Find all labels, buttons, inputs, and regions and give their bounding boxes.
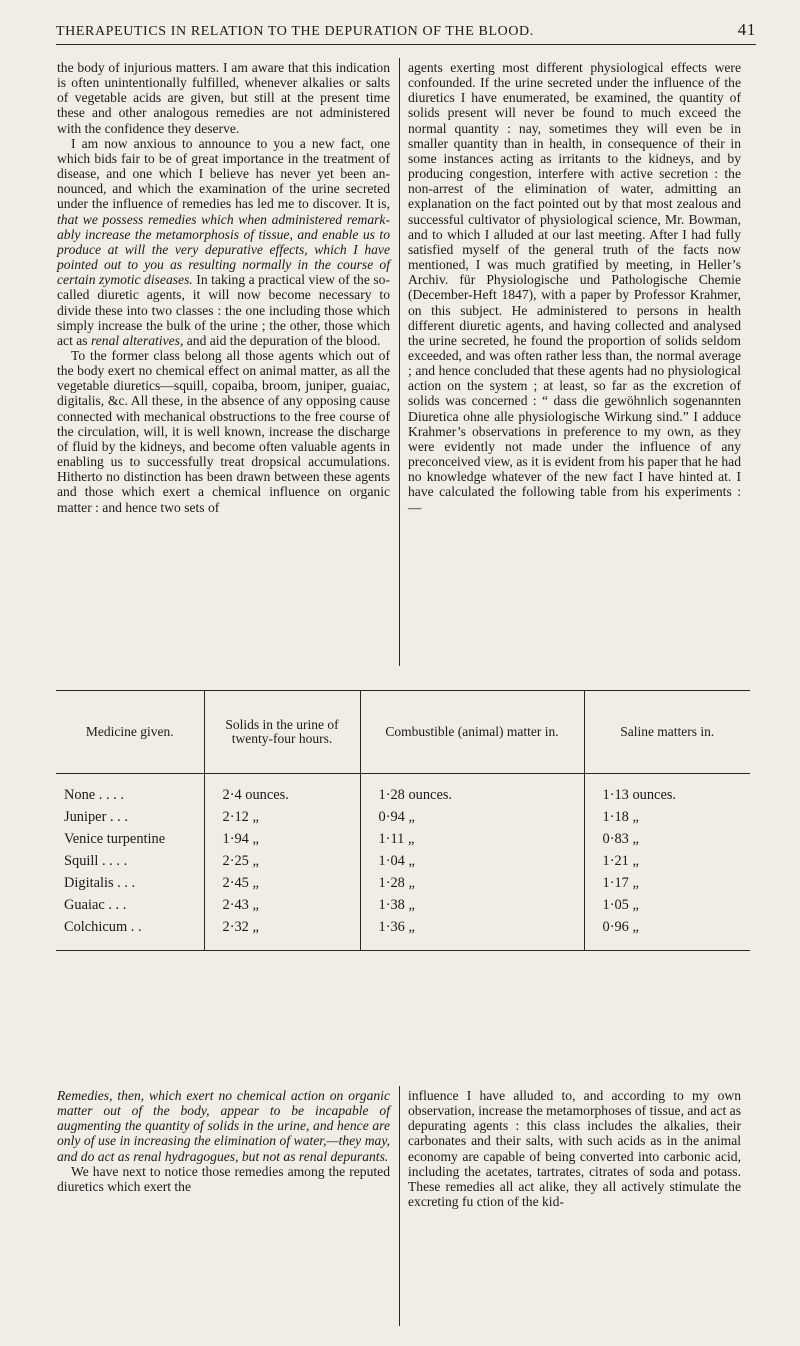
paragraph	[57, 136, 390, 348]
right-column-top	[408, 60, 741, 515]
column-divider	[399, 1086, 400, 1326]
table-header-row	[56, 691, 750, 774]
text-run: In taking a practical view of the so-called diuretic agents, it will now become necessary to divide these into two classes : the one including those which simply increase the bulk of the urine ; the other, those which act as	[57, 272, 390, 348]
table-cell: Juniper . . .	[64, 809, 128, 825]
emphasis-run: Remedies, then, which exert no chemical action on organic matter out of the body, appear to be incapable of augmenting the quantity of solids in the urine, and hence are only of use in increasing the elimination of water,—they may, and do act as renal hydragogues, but not as renal depurants.	[57, 1088, 390, 1164]
table-cell: None . . . .	[64, 787, 124, 803]
table-cell: 2·45 „	[204, 872, 360, 894]
paragraph: We have next to notice those remedies among the reputed diuretics which exert the	[57, 1163, 390, 1194]
table-cell: 1·38 „	[360, 894, 584, 916]
table-cell: 0·94 „	[360, 806, 584, 828]
emphasis-run: renal alteratives,	[90, 332, 184, 348]
paragraph: To the former class belong all those agents which out of the body exert no chemical effect on animal matter, as all the vegetable diuretics—squill, copaiba, broom, juniper, guaiac, digitalis, &c. All these, in the absence of any opposing cause connected with mechanical obstructions to the free course of the circulation, will, it is well known, increase the discharge of fluid by the kidneys, and become often valuable agents in enabling us to successfully treat dropsical accumulations. Hitherto no distinction has been drawn between these agents and those which exert a chemical influence on organic matter : and hence two sets of	[57, 347, 390, 515]
column-header: Combustible (animal) matter in.	[360, 691, 584, 774]
table-cell: Squill . . . .	[64, 853, 128, 869]
right-column-bottom	[408, 1088, 741, 1209]
table-cell: 0·83 „	[584, 828, 750, 850]
table-cell: Venice turpentine	[64, 831, 166, 847]
table-cell: 1·36 „	[360, 916, 584, 951]
running-title: THERAPEUTICS IN RELATION TO THE DEPURATION OF THE BLOOD.	[56, 24, 534, 39]
paragraph: agents exerting most different physiological effects were confounded. If the urine secreted under the influence of the diuretics I have enumerated, be examined, the quantity of solids present will never be found to much exceed the normal quantity : nay, sometimes they will even be in smaller quantity than in health, in consequence of their in some instances acting as irritants to the kidneys, and by producing congestion, interfere with active secretion : the non-arrest of the elimination of water, admitting an explanation on the fact pointed out by that most zealous and successful cultivator of physiological science, Mr. Bowman, and to which I alluded at our last meeting. After I had fully satisfied myself of the general truth of the facts now mentioned, I was much gratified by meeting, in Heller’s Archiv. für Physiologische und Pathologische Chemie (December-Heft 1847), with a paper by Professor Krahmer, on this subject. He administered to persons in health different diuretic agents, and having collected and analysed the urine secreted, he found the proportion of solids seldom exceeded, and was often rather less than, the normal average ; and hence concluded that these agents had no physiological action on the system ; at least, so far as the excretion of solids was concerned : “ dass die gewöhnlich sogenannten Diuretica ohne alle physiologische Wirkung sind.” I adduce Krahmer’s observations in preference to my own, as they were evidently not made under the influence of any preconceived view, as it is evident from his paper that he had no knowledge whatever of the new fact I have hinted at. I have calculated the following table from his experiments : —	[408, 60, 741, 515]
table-row	[56, 850, 750, 872]
table-row	[56, 894, 750, 916]
table-row	[56, 828, 750, 850]
table-row	[56, 806, 750, 828]
column-header: Solids in the urine of twenty-four hours.	[204, 691, 360, 774]
table-cell: 1·11 „	[360, 828, 584, 850]
column-divider	[399, 58, 400, 666]
table-cell: 1·28 „	[360, 872, 584, 894]
table-cell: Digitalis . . .	[64, 875, 136, 891]
column-header: Saline matters in.	[584, 691, 750, 774]
text-run: and aid the depuration of the blood.	[183, 332, 381, 348]
table-cell: 1·94 „	[204, 828, 360, 850]
table-row	[56, 872, 750, 894]
table-cell: Colchicum . .	[56, 916, 204, 951]
header-rule	[56, 44, 756, 45]
table-cell: 1·13 ounces.	[584, 774, 750, 807]
page-number: 41	[737, 20, 756, 39]
paragraph	[57, 1088, 390, 1164]
table-cell: 1·21 „	[584, 850, 750, 872]
emphasis-run: that we possess remedies which when administered remarkably increase the metamorphosis of tissue, and enable us to produce at will the very depurative effects, which I have pointed out to you as resulting normally in the course of certain zymotic diseases.	[57, 211, 390, 288]
paragraph: influence I have alluded to, and according to my own observation, increase the metamorphoses of tissue, and act as depurating agents : this class includes the alkalies, their carbonates and their salts, with such acids as in the animal economy are capable of being converted into carbonic acid, including the acetates, tartrates, citrates of soda and potass. These remedies all act alike, they all actively stimulate the excreting fu ction of the kid-	[408, 1088, 741, 1210]
table-cell: 2·12 „	[204, 806, 360, 828]
left-column-bottom	[57, 1088, 390, 1194]
table-row	[56, 774, 750, 807]
table-cell: Guaiac . . .	[64, 897, 127, 913]
diuretics-table	[56, 690, 750, 951]
table-cell: 2·43 „	[204, 894, 360, 916]
table-cell: 0·96 „	[584, 916, 750, 951]
column-header: Medicine given.	[56, 691, 204, 774]
table-cell: 1·04 „	[360, 850, 584, 872]
table-cell: 2·4 ounces.	[204, 774, 360, 807]
table-row	[56, 916, 750, 951]
table-cell: 2·32 „	[204, 916, 360, 951]
table-cell: 1·18 „	[584, 806, 750, 828]
table-cell: 2·25 „	[204, 850, 360, 872]
text-run: I am now anxious to announce to you a new fact, one which bids fair to be of great importance in the treatment of disease, and one which I believe has never yet been announced, and which the examination of the urine secreted under the influence of remedies has led me to discover. It is,	[57, 135, 390, 212]
paragraph: the body of injurious matters. I am aware that this indication is often unintentionally fulfilled, whenever alkalies or salts of vegetable acids are given, but still at the present time these and other analogous remedies are not administered with the confidence they deserve.	[57, 60, 390, 136]
table-cell: 1·05 „	[584, 894, 750, 916]
left-column-top	[57, 60, 390, 515]
table-cell: 1·17 „	[584, 872, 750, 894]
table-cell: 1·28 ounces.	[360, 774, 584, 807]
running-header	[56, 20, 756, 42]
